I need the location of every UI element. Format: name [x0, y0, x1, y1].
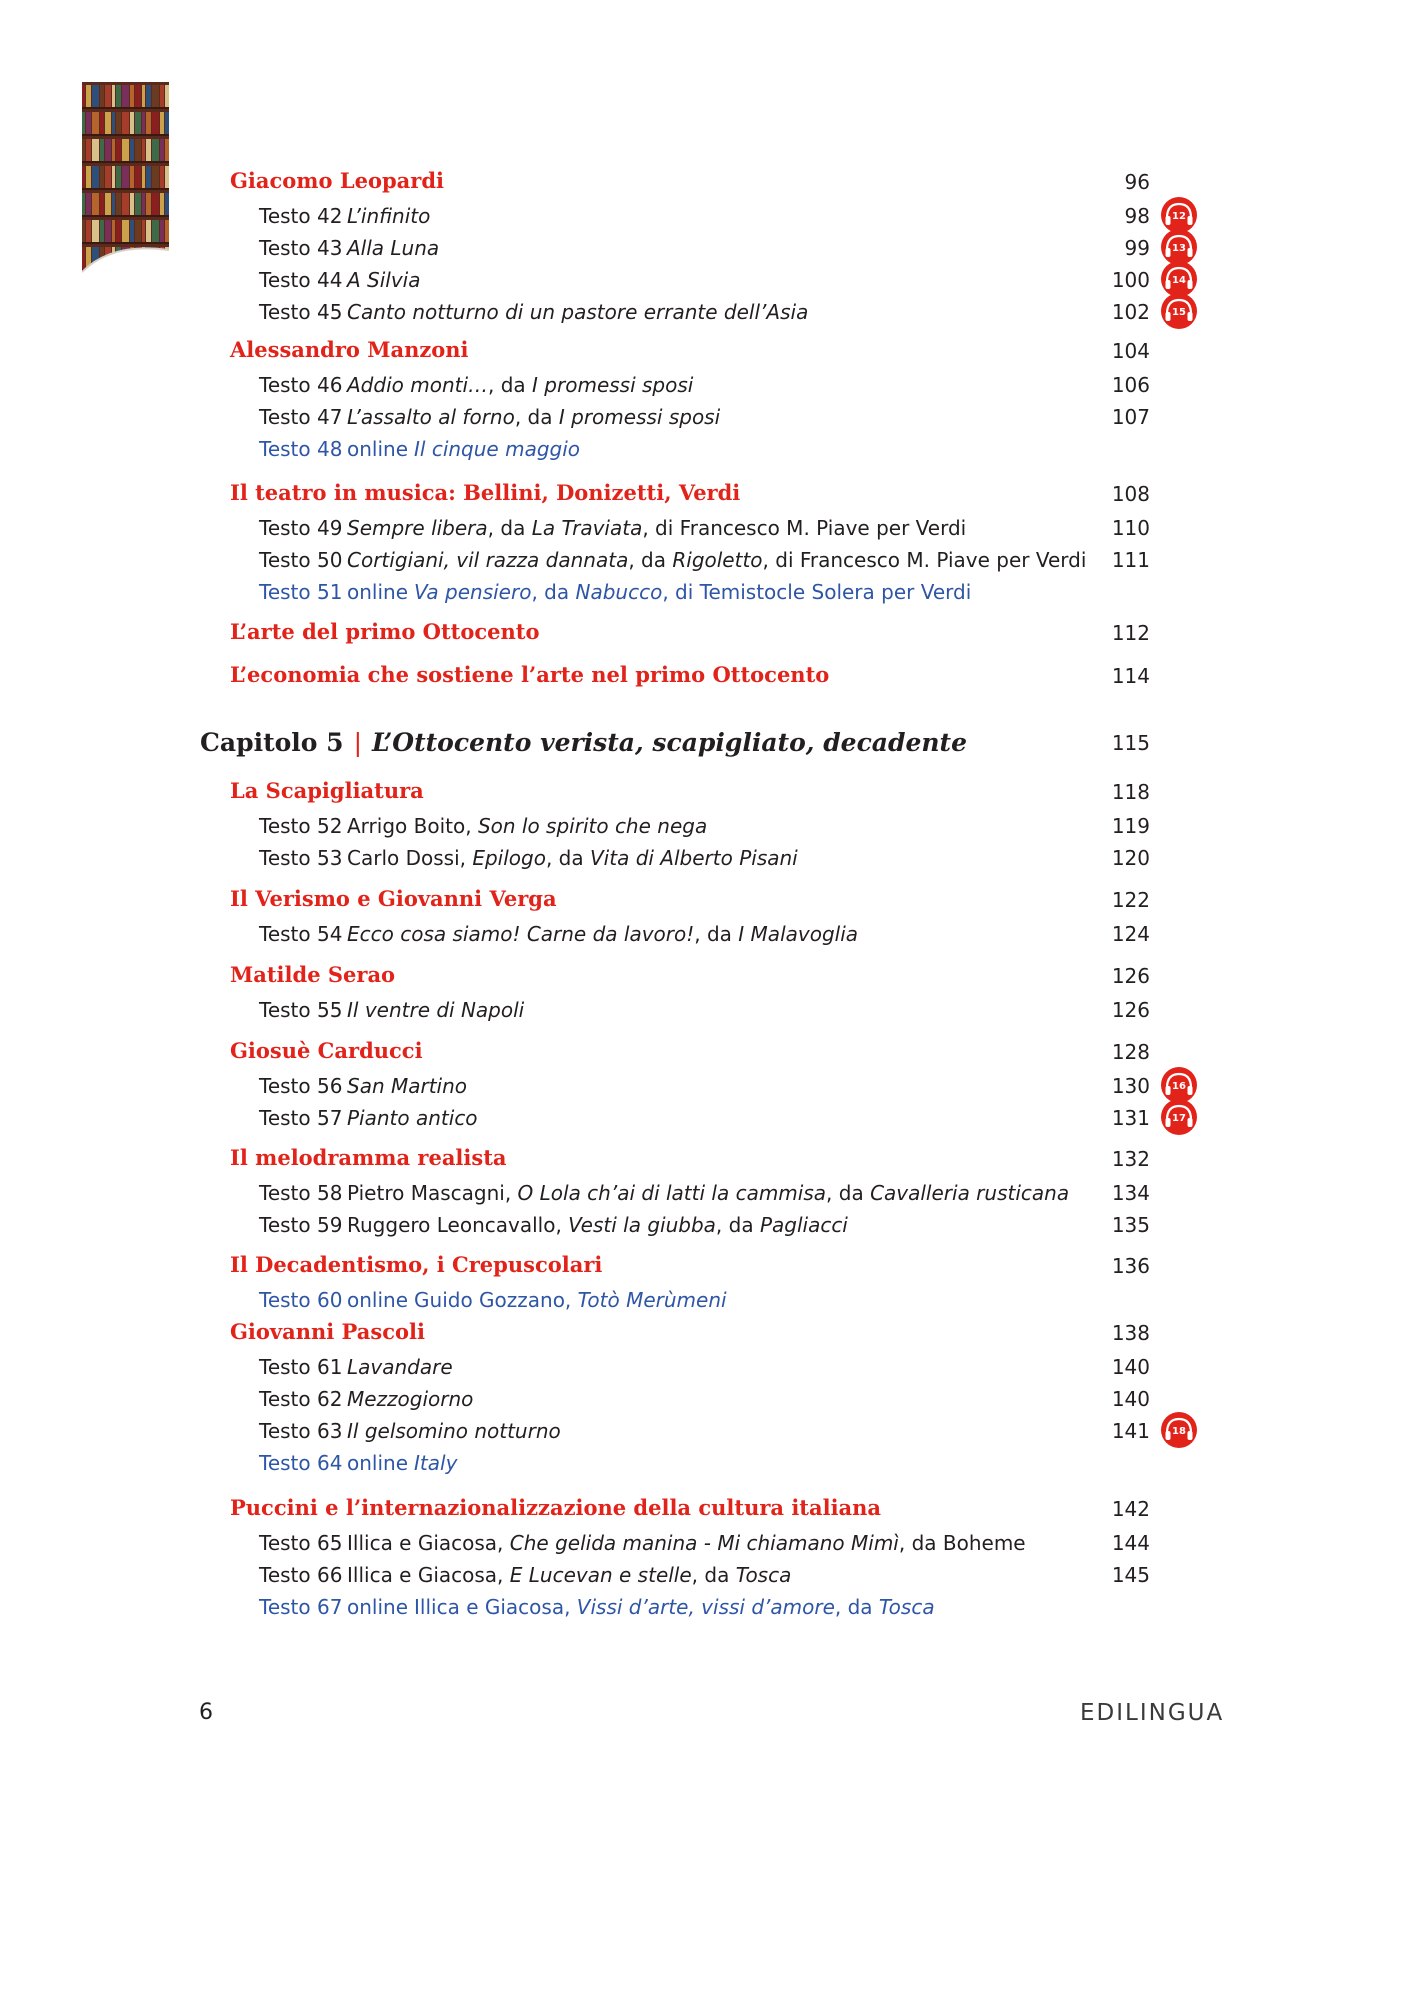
toc-entry[interactable]	[259, 1387, 473, 1411]
entry-text: , da	[694, 922, 739, 946]
toc-entry[interactable]	[259, 580, 971, 604]
chapter-title: L’Ottocento verista, scapigliato, decadente	[372, 728, 968, 757]
entry-page: 111	[1111, 548, 1150, 572]
entry-label: Testo 42	[259, 204, 343, 228]
entry-label: Testo 60	[259, 1288, 343, 1312]
toc-entry[interactable]	[259, 1563, 791, 1587]
entry-label: Testo 51	[259, 580, 343, 604]
section-page: 132	[1111, 1147, 1150, 1171]
entry-text: Illica e Giacosa,	[347, 1531, 510, 1555]
toc-entry[interactable]	[259, 1106, 478, 1130]
toc-entry[interactable]	[259, 1355, 453, 1379]
entry-page: 99	[1124, 236, 1150, 260]
entry-text: , da	[715, 1213, 760, 1237]
toc-entry[interactable]	[259, 1288, 727, 1312]
toc-entry[interactable]	[259, 1595, 935, 1619]
section-page: 114	[1111, 664, 1150, 688]
entry-text: O Lola ch’ai di latti la cammisa	[517, 1181, 827, 1205]
entry-text: , da	[826, 1181, 871, 1205]
entry-text: Son lo spirito che nega	[477, 814, 708, 838]
entry-page: 119	[1111, 814, 1150, 838]
section-title: Il teatro in musica: Bellini, Donizetti, Verdi	[230, 480, 741, 505]
entry-label: Testo 46	[259, 373, 343, 397]
toc-entry[interactable]	[259, 373, 693, 397]
entry-text: Rigoletto	[672, 548, 763, 572]
entry-label: Testo 47	[259, 405, 343, 429]
entry-page: 131	[1111, 1106, 1150, 1130]
entry-text: I promessi sposi	[532, 373, 694, 397]
entry-text: Il ventre di Napoli	[347, 998, 525, 1022]
entry-text: Vita di Alberto Pisani	[590, 846, 798, 870]
entry-text: Carlo Dossi,	[347, 846, 473, 870]
entry-text: L’assalto al forno	[347, 405, 515, 429]
entry-text: , da	[691, 1563, 736, 1587]
entry-label: Testo 61	[259, 1355, 343, 1379]
entry-page: 134	[1111, 1181, 1150, 1205]
entry-label: Testo 55	[259, 998, 343, 1022]
svg-text:15: 15	[1172, 307, 1186, 318]
section-page: 126	[1111, 964, 1150, 988]
entry-page: 107	[1111, 405, 1150, 429]
entry-label: Testo 53	[259, 846, 343, 870]
toc-entry[interactable]	[259, 1074, 467, 1098]
entry-label: Testo 48	[259, 437, 343, 461]
svg-text:16: 16	[1172, 1081, 1186, 1092]
entry-page: 102	[1111, 300, 1150, 324]
section-title: Alessandro Manzoni	[230, 337, 469, 362]
toc-entry[interactable]	[259, 1419, 561, 1443]
section-title: Puccini e l’internazionalizzazione della cultura italiana	[230, 1495, 882, 1520]
entry-page: 124	[1111, 922, 1150, 946]
entry-text: A Silvia	[347, 268, 421, 292]
entry-label: Testo 64	[259, 1451, 343, 1475]
section-title: La Scapigliatura	[230, 778, 424, 803]
entry-label: Testo 65	[259, 1531, 343, 1555]
section-page: 118	[1111, 780, 1150, 804]
entry-text: Tosca	[735, 1563, 792, 1587]
entry-text: Pianto antico	[347, 1106, 478, 1130]
entry-page: 140	[1111, 1355, 1150, 1379]
entry-text: L’infinito	[347, 204, 431, 228]
entry-label: Testo 58	[259, 1181, 343, 1205]
svg-text:18: 18	[1172, 1426, 1186, 1437]
entry-page: 145	[1111, 1563, 1150, 1587]
toc-entry[interactable]	[259, 405, 720, 429]
entry-label: Testo 52	[259, 814, 343, 838]
toc-entry[interactable]	[259, 204, 430, 228]
entry-page: 135	[1111, 1213, 1150, 1237]
entry-text: Addio monti…	[347, 373, 489, 397]
entry-label: Testo 50	[259, 548, 343, 572]
audio-track-icon[interactable]	[1160, 1411, 1198, 1449]
svg-text:14: 14	[1172, 275, 1186, 286]
entry-label: Testo 66	[259, 1563, 343, 1587]
chapter-label: Capitolo 5	[200, 728, 344, 757]
toc-entry[interactable]	[259, 236, 439, 260]
entry-text: Ruggero Leoncavallo,	[347, 1213, 569, 1237]
bookshelf-image	[82, 82, 169, 296]
entry-text: , da	[514, 405, 559, 429]
section-title: Il melodramma realista	[230, 1145, 507, 1170]
audio-track-icon[interactable]	[1160, 1098, 1198, 1136]
section-title: Giacomo Leopardi	[230, 168, 444, 193]
section-page: 136	[1111, 1254, 1150, 1278]
chapter-page: 115	[1111, 731, 1150, 755]
toc-entry[interactable]	[259, 1531, 1026, 1555]
entry-label: Testo 67	[259, 1595, 343, 1619]
entry-text: Tosca	[878, 1595, 935, 1619]
section-title: Il Decadentismo, i Crepuscolari	[230, 1252, 603, 1277]
audio-track-icon[interactable]	[1160, 292, 1198, 330]
toc-entry[interactable]	[259, 268, 421, 292]
section-page: 96	[1124, 170, 1150, 194]
entry-text: Che gelida manina - Mi chiamano Mimì	[509, 1531, 899, 1555]
entry-text: , di Temistocle Solera per Verdi	[662, 580, 972, 604]
entry-label: Testo 43	[259, 236, 343, 260]
entry-page: 120	[1111, 846, 1150, 870]
entry-text: Il gelsomino notturno	[347, 1419, 561, 1443]
entry-text: Ecco cosa siamo! Carne da lavoro!	[347, 922, 695, 946]
entry-text: Il cinque maggio	[414, 437, 581, 461]
svg-text:17: 17	[1172, 1113, 1186, 1124]
entry-page: 126	[1111, 998, 1150, 1022]
svg-text:13: 13	[1172, 243, 1186, 254]
entry-text: , da	[488, 373, 533, 397]
entry-page: 100	[1111, 268, 1150, 292]
section-title: Matilde Serao	[230, 962, 396, 987]
online-tag: online	[347, 1288, 409, 1312]
entry-label: Testo 63	[259, 1419, 343, 1443]
entry-text: Vesti la giubba	[568, 1213, 716, 1237]
entry-label: Testo 59	[259, 1213, 343, 1237]
toc-entry[interactable]	[259, 998, 524, 1022]
entry-text: E Lucevan e stelle	[509, 1563, 692, 1587]
entry-label: Testo 45	[259, 300, 343, 324]
entry-text: , da	[834, 1595, 879, 1619]
svg-text:12: 12	[1172, 211, 1186, 222]
entry-text: La Traviata	[531, 516, 643, 540]
section-page: 122	[1111, 888, 1150, 912]
entry-page: 141	[1111, 1419, 1150, 1443]
online-tag: online	[347, 1595, 409, 1619]
entry-text: Cortigiani, vil razza dannata	[347, 548, 629, 572]
toc-entry[interactable]	[259, 516, 966, 540]
toc-entry[interactable]	[259, 437, 580, 461]
entry-text: , da Boheme	[898, 1531, 1026, 1555]
section-title: Giovanni Pascoli	[230, 1319, 425, 1344]
entry-label: Testo 56	[259, 1074, 343, 1098]
section-page: 128	[1111, 1040, 1150, 1064]
entry-text: , da	[487, 516, 532, 540]
entry-text: Illica e Giacosa,	[347, 1563, 510, 1587]
toc-entry[interactable]	[259, 922, 858, 946]
entry-text: Canto notturno di un pastore errante dell’Asia	[347, 300, 809, 324]
section-page: 108	[1111, 482, 1150, 506]
toc-entry[interactable]	[259, 1181, 1069, 1205]
section-page: 112	[1111, 621, 1150, 645]
chapter-heading: Capitolo 5 | L’Ottocento verista, scapigliato, decadente	[200, 728, 968, 757]
entry-text: Mezzogiorno	[347, 1387, 474, 1411]
entry-text: , di Francesco M. Piave per Verdi	[762, 548, 1087, 572]
entry-text: , di Francesco M. Piave per Verdi	[642, 516, 967, 540]
entry-text: Va pensiero	[414, 580, 532, 604]
entry-text: Cavalleria rusticana	[870, 1181, 1070, 1205]
entry-text: I Malavoglia	[738, 922, 859, 946]
entry-text: Arrigo Boito,	[347, 814, 478, 838]
section-title: Giosuè Carducci	[230, 1038, 423, 1063]
entry-text: Nabucco	[575, 580, 663, 604]
entry-text: Pagliacci	[759, 1213, 848, 1237]
toc-entry[interactable]	[259, 814, 707, 838]
entry-label: Testo 44	[259, 268, 343, 292]
section-page: 142	[1111, 1497, 1150, 1521]
entry-text: , da	[628, 548, 673, 572]
entry-page: 140	[1111, 1387, 1150, 1411]
online-tag: online	[347, 580, 409, 604]
entry-page: 144	[1111, 1531, 1150, 1555]
entry-text: San Martino	[347, 1074, 468, 1098]
entry-text: Illica e Giacosa,	[414, 1595, 577, 1619]
toc-entry[interactable]	[259, 846, 798, 870]
entry-text: I promessi sposi	[558, 405, 721, 429]
entry-text: , da	[531, 580, 576, 604]
entry-label: Testo 57	[259, 1106, 343, 1130]
entry-page: 110	[1111, 516, 1150, 540]
entry-page: 130	[1111, 1074, 1150, 1098]
entry-text: Sempre libera	[347, 516, 488, 540]
entry-text: Italy	[414, 1451, 458, 1475]
entry-text: Lavandare	[347, 1355, 453, 1379]
page-number: 6	[199, 1700, 213, 1725]
entry-page: 106	[1111, 373, 1150, 397]
online-tag: online	[347, 1451, 409, 1475]
section-title: L’economia che sostiene l’arte nel primo Ottocento	[230, 662, 830, 687]
toc-entry[interactable]	[259, 300, 808, 324]
entry-text: , da	[545, 846, 590, 870]
section-title: Il Verismo e Giovanni Verga	[230, 886, 557, 911]
toc-entry[interactable]	[259, 1213, 848, 1237]
entry-label: Testo 54	[259, 922, 343, 946]
entry-page: 98	[1124, 204, 1150, 228]
entry-text: Pietro Mascagni,	[347, 1181, 518, 1205]
entry-text: Totò Merùmeni	[577, 1288, 727, 1312]
entry-text: Epilogo	[472, 846, 546, 870]
entry-text: Guido Gozzano,	[414, 1288, 578, 1312]
section-page: 104	[1111, 339, 1150, 363]
toc-entry[interactable]	[259, 1451, 457, 1475]
section-title: L’arte del primo Ottocento	[230, 619, 540, 644]
section-page: 138	[1111, 1321, 1150, 1345]
publisher-logo: EDILINGUA	[1080, 1700, 1225, 1726]
online-tag: online	[347, 437, 409, 461]
entry-label: Testo 49	[259, 516, 343, 540]
entry-label: Testo 62	[259, 1387, 343, 1411]
entry-text: Vissi d’arte, vissi d’amore	[576, 1595, 835, 1619]
entry-text: Alla Luna	[347, 236, 440, 260]
toc-entry[interactable]	[259, 548, 1086, 572]
